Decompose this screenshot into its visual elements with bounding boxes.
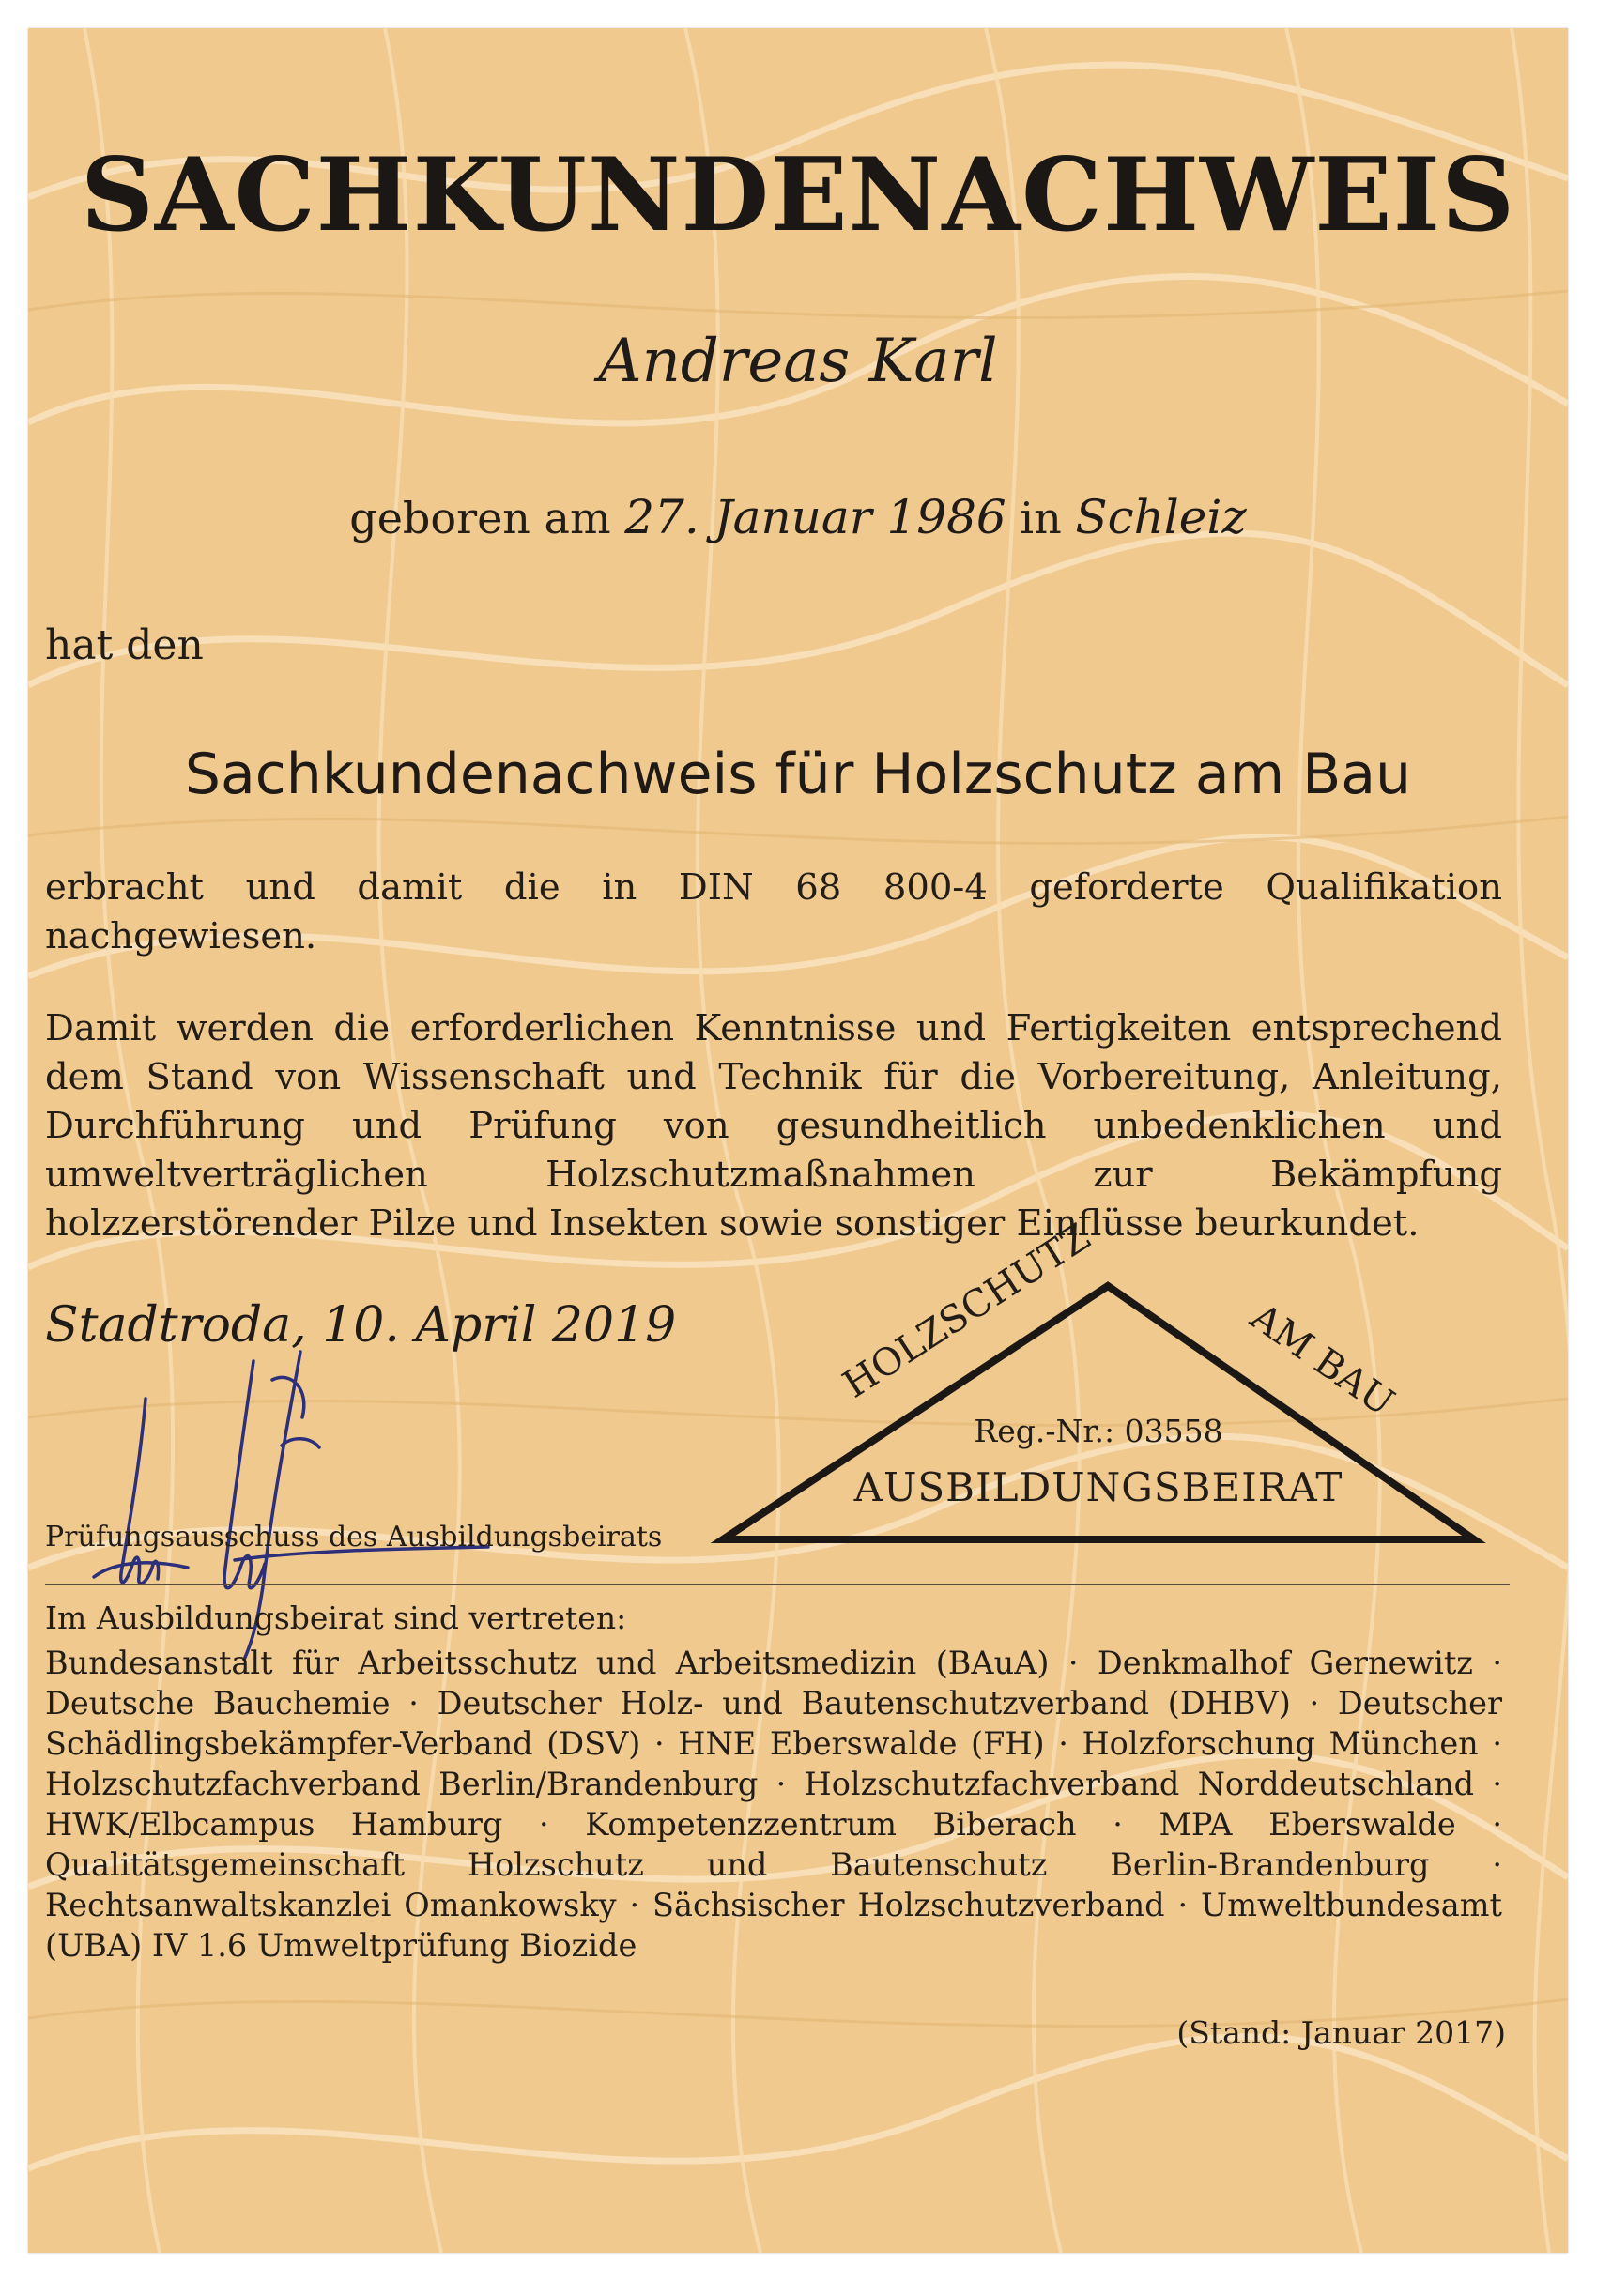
- representatives-heading: Im Ausbildungsbeirat sind vertreten:: [45, 1600, 627, 1636]
- stamp-right-text: AM BAU: [1242, 1295, 1402, 1425]
- birth-line: [28, 490, 1568, 544]
- signature-caption: Prüfungsausschuss des Ausbildungsbeirats: [45, 1521, 663, 1554]
- knowledge-paragraph: Damit werden die erforderlichen Kenntnisse und Fertigkeiten entsprechend dem Stand von Wissenschaft und Technik für die Vorbereitung, Anleitung, Durchführung und Prüfung von gesundheitlich unbedenklichen und umweltverträglichen Holzschutzmaßnahmen zur Bekämpfung holzzerstörender Pilze und Insekten sowie sonstiger Einflüsse beurkundet.: [45, 1007, 1502, 1245]
- representatives-list: Bundesanstalt für Arbeitsschutz und Arbeitsmedizin (BAuA) · Denkmalhof Gernewitz · Deutsche Bauchemie · Deutscher Holz- und Bautenschutzverband (DHBV) · Deutscher Schädlingsbekämpfer-Verband (DSV) · HNE Eberswalde (FH) · Holzforschung München · Holzschutzfachverband Berlin/Brandenburg · Holzschutzfachverband Norddeutschland · HWK/Elbcampus Hamburg · Kompetenzzentrum Biberach · MPA Eberswalde · Qualitätsgemeinschaft Holzschutz und Bautenschutz Berlin-Brandenburg · Rechtsanwaltskanzlei Omankowsky · Sächsischer Holzschutzverband · Umweltbundesamt (UBA) IV 1.6 Umweltprüfung Biozide: [45, 1645, 1502, 1964]
- birth-date: 27. Januar 1986: [624, 490, 1006, 544]
- divider: [45, 1584, 1510, 1585]
- stand-date: (Stand: Januar 2017): [1176, 2014, 1506, 2051]
- holder-name: Andreas Karl: [598, 327, 998, 396]
- born-prefix: geboren am: [349, 493, 611, 543]
- course-title: Sachkundenachweis für Holzschutz am Bau: [184, 742, 1412, 807]
- stamp-reg-number: Reg.-Nr.: 03558: [974, 1413, 1223, 1449]
- stamp-bottom-text: AUSBILDUNGSBEIRAT: [853, 1464, 1343, 1510]
- birth-place: Schleiz: [1075, 490, 1247, 544]
- certificate-paper: [28, 28, 1568, 2253]
- certificate-title: SACHKUNDENACHWEIS: [80, 136, 1516, 254]
- hat-den-text: hat den: [45, 621, 204, 669]
- place-and-date: Stadtroda, 10. April 2019: [45, 1297, 677, 1354]
- stamp-left-text: HOLZSCHUTZ: [836, 1215, 1098, 1407]
- stamp: [685, 1215, 1512, 1558]
- born-in: in: [1020, 493, 1062, 543]
- qualification-paragraph: erbracht und damit die in DIN 68 800-4 geforderte Qualifikation nachgewiesen.: [45, 866, 1502, 957]
